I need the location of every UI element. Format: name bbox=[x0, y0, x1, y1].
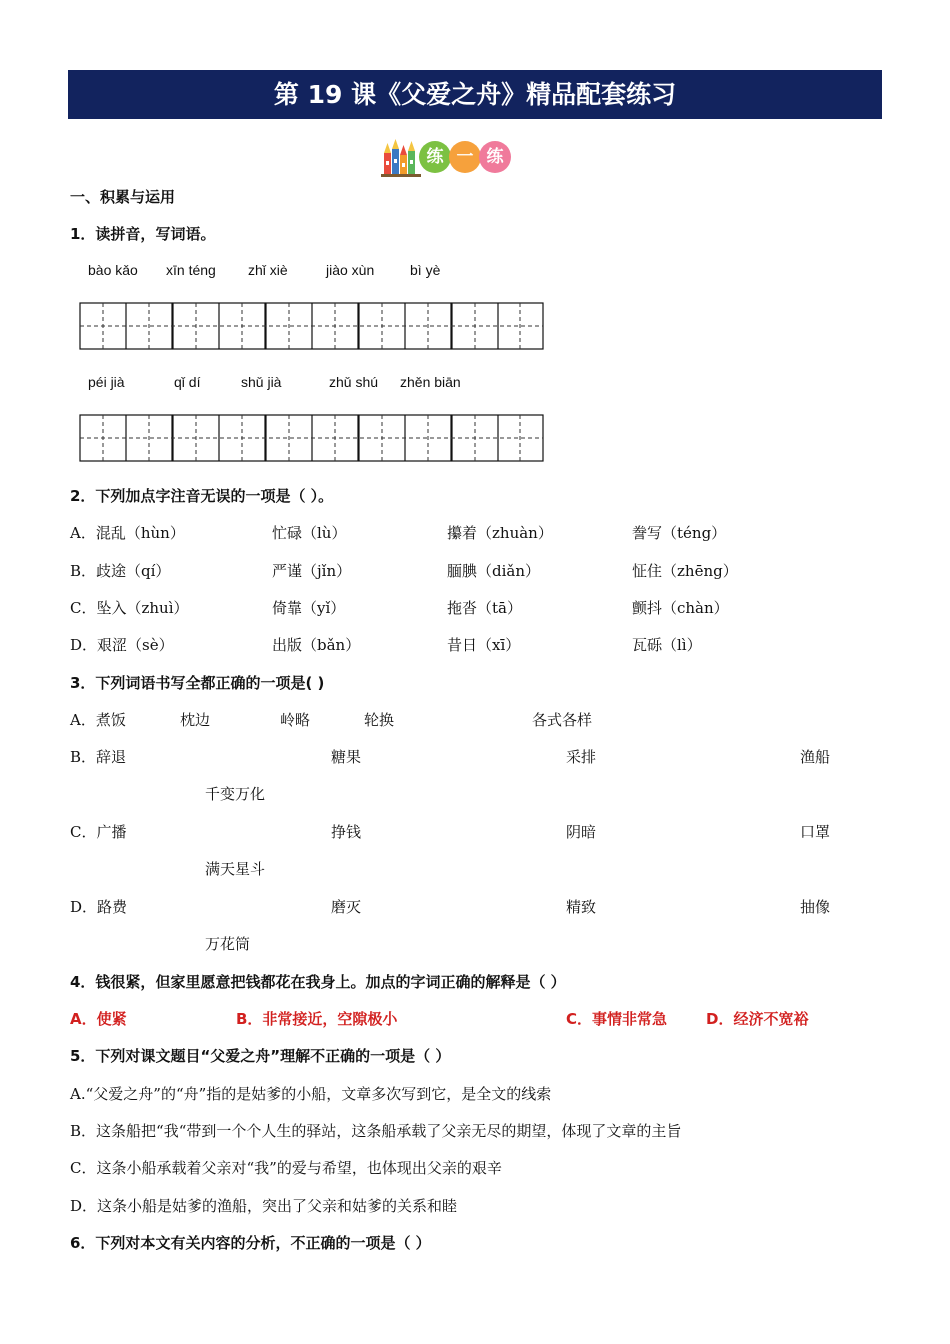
option-item: 满天星斗 bbox=[205, 860, 266, 878]
option-item: 颤抖（chàn） bbox=[632, 599, 729, 617]
option-item: 誊写（téng） bbox=[632, 524, 727, 542]
practice-badge bbox=[381, 135, 516, 179]
writing-grid[interactable] bbox=[79, 302, 542, 348]
pinyin: zhǐ xiè bbox=[248, 262, 288, 278]
option-item: 严谨（jǐn） bbox=[272, 562, 352, 580]
badge-char-1: 练 bbox=[419, 141, 451, 173]
pinyin: bào kǎo bbox=[88, 262, 138, 278]
option-item: 万花筒 bbox=[205, 935, 251, 953]
option-item: 倚靠（yǐ） bbox=[272, 599, 346, 617]
option-a: A．混乱（hùn） bbox=[70, 524, 185, 542]
question-3-prompt: 3．下列词语书写全都正确的一项是( ) bbox=[70, 674, 325, 692]
option-item: 轮换 bbox=[364, 711, 395, 729]
option-item: 怔住（zhēng） bbox=[632, 562, 738, 580]
option-item: 磨灭 bbox=[331, 898, 362, 916]
question-4-prompt: 4．钱很紧，但家里愿意把钱都花在我身上。加点的字词正确的解释是（ ） bbox=[70, 973, 566, 991]
question-2-prompt: 2．下列加点字注音无误的一项是（ ）。 bbox=[70, 487, 334, 505]
option-b: B．歧途（qí） bbox=[70, 562, 171, 580]
option-item: 渔船 bbox=[800, 748, 831, 766]
question-1-prompt: 1．读拼音，写词语。 bbox=[70, 225, 216, 243]
option-item: 攥着（zhuàn） bbox=[447, 524, 553, 542]
option-a: A．使紧 bbox=[70, 1010, 127, 1028]
option-item: 口罩 bbox=[800, 823, 831, 841]
badge-char-2: 一 bbox=[449, 141, 481, 173]
option-item: 枕边 bbox=[180, 711, 211, 729]
option-b: B．辞退 bbox=[70, 748, 127, 766]
pinyin: zhǔ shú bbox=[329, 374, 379, 390]
pinyin: bì yè bbox=[410, 262, 441, 278]
option-item: 岭略 bbox=[280, 711, 311, 729]
option-b: B．非常接近，空隙极小 bbox=[236, 1010, 398, 1028]
badge-char-3: 练 bbox=[479, 141, 511, 173]
section-heading: 一、积累与运用 bbox=[70, 188, 176, 206]
option-item: 精致 bbox=[566, 898, 597, 916]
pinyin: shǔ jià bbox=[241, 374, 282, 390]
question-6-prompt: 6．下列对本文有关内容的分析，不正确的一项是（ ） bbox=[70, 1234, 431, 1252]
option-a: A.“父爱之舟”的“舟”指的是姑爹的小船，文章多次写到它，是全文的线索 bbox=[70, 1085, 552, 1103]
pinyin: péi jià bbox=[88, 374, 125, 390]
option-c: C．广播 bbox=[70, 823, 127, 841]
pinyin: xīn téng bbox=[166, 262, 216, 278]
option-c: C．这条小船承载着父亲对“我”的爱与希望，也体现出父亲的艰辛 bbox=[70, 1159, 502, 1177]
pinyin: qǐ dí bbox=[174, 374, 201, 390]
option-d: D．经济不宽裕 bbox=[706, 1010, 809, 1028]
option-d: D．这条小船是姑爹的渔船，突出了父亲和姑爹的关系和睦 bbox=[70, 1197, 458, 1215]
option-b: B．这条船把“我“带到一个个人生的驿站，这条船承载了父亲无尽的期望，体现了文章的主旨 bbox=[70, 1122, 682, 1140]
option-item: 忙碌（lù） bbox=[272, 524, 347, 542]
option-item: 糖果 bbox=[331, 748, 362, 766]
option-d: D．路费 bbox=[70, 898, 128, 916]
option-item: 挣钱 bbox=[331, 823, 362, 841]
option-item: 瓦砾（lì） bbox=[632, 636, 702, 654]
option-item: 抽像 bbox=[800, 898, 831, 916]
option-d: D．艰涩（sè） bbox=[70, 636, 174, 654]
option-a: A．煮饭 bbox=[70, 711, 126, 729]
option-item: 出版（bǎn） bbox=[272, 636, 361, 654]
option-item: 千变万化 bbox=[205, 785, 266, 803]
option-item: 腼腆（diǎn） bbox=[447, 562, 541, 580]
option-item: 昔日（xī） bbox=[447, 636, 521, 654]
pinyin: zhěn biān bbox=[400, 374, 461, 390]
option-item: 各式各样 bbox=[532, 711, 593, 729]
pinyin: jiào xùn bbox=[326, 262, 375, 278]
option-item: 阴暗 bbox=[566, 823, 597, 841]
writing-grid[interactable] bbox=[79, 414, 542, 460]
option-item: 采排 bbox=[566, 748, 597, 766]
option-c: C．坠入（zhuì） bbox=[70, 599, 189, 617]
option-item: 拖沓（tā） bbox=[447, 599, 522, 617]
page-title: 第 19 课《父爱之舟》精品配套练习 bbox=[68, 70, 882, 119]
question-5-prompt: 5．下列对课文题目“父爱之舟”理解不正确的一项是（ ） bbox=[70, 1047, 451, 1065]
option-c: C．事情非常急 bbox=[566, 1010, 668, 1028]
